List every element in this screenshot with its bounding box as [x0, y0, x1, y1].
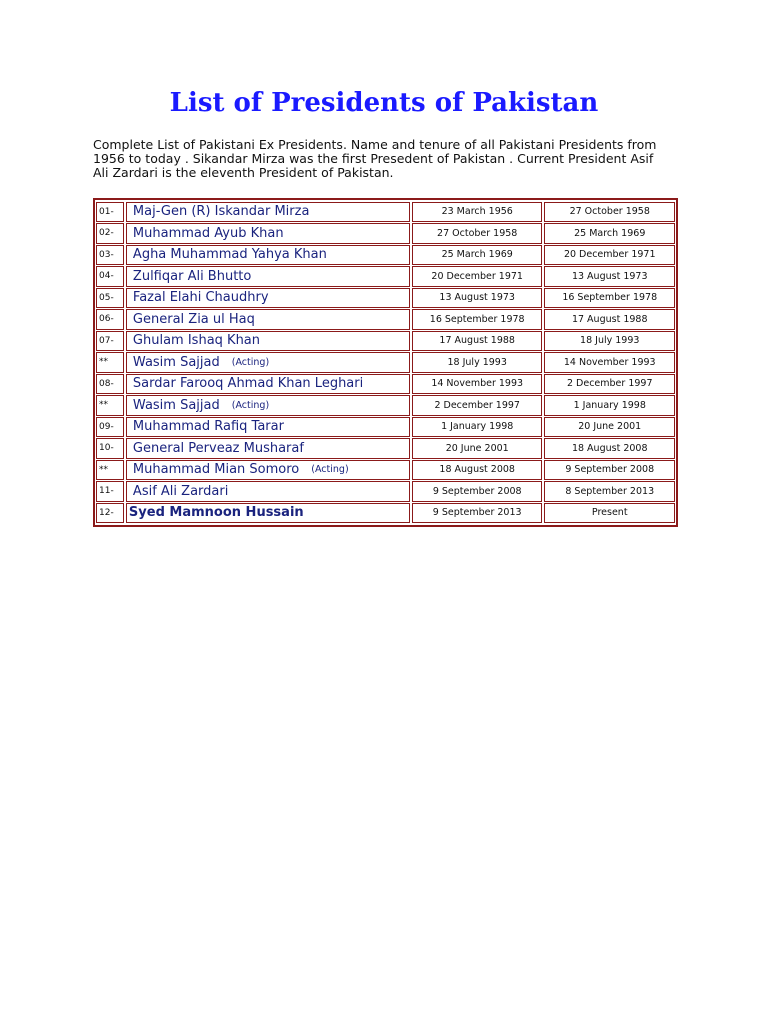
term-end-cell: 1 January 1998	[544, 395, 675, 416]
presidents-table	[93, 198, 678, 527]
president-name-cell	[126, 352, 410, 373]
serial-number-cell: 05-	[96, 288, 124, 309]
president-name: Agha Muhammad Yahya Khan	[132, 247, 327, 263]
serial-number-cell: 03-	[96, 245, 124, 266]
term-end-cell: Present	[544, 503, 675, 524]
table-row	[96, 330, 675, 352]
table-row	[96, 459, 675, 481]
table-row	[96, 502, 675, 524]
intro-paragraph: Complete List of Pakistani Ex Presidents. Name and tenure of all Pakistani Presidents from 1956 to today . Sikandar Mirza was the first Presedent of Pakistan . Current President Asif Ali Zardari is the eleventh President of Pakistan.	[93, 137, 657, 180]
term-start-cell: 18 August 2008	[412, 460, 543, 481]
serial-number-cell: 10-	[96, 438, 124, 459]
president-name: Muhammad Mian Somoro	[132, 462, 300, 478]
term-end-cell: 17 August 1988	[544, 309, 675, 330]
acting-label: (Acting)	[231, 399, 270, 411]
serial-number-cell: 09-	[96, 417, 124, 438]
table-row	[96, 244, 675, 266]
acting-label: (Acting)	[231, 356, 270, 368]
president-name-cell	[126, 503, 410, 524]
president-name-cell	[126, 395, 410, 416]
president-name: Zulfiqar Ali Bhutto	[132, 268, 252, 284]
serial-number-cell: **	[96, 460, 124, 481]
term-end-cell: 8 September 2013	[544, 481, 675, 502]
table-row	[96, 223, 675, 245]
term-end-cell: 20 June 2001	[544, 417, 675, 438]
term-end-cell: 20 December 1971	[544, 245, 675, 266]
term-start-cell: 1 January 1998	[412, 417, 543, 438]
president-name: Wasim Sajjad	[132, 397, 220, 413]
serial-number-cell: 12-	[96, 503, 124, 524]
president-name-cell	[126, 202, 410, 223]
term-end-cell: 2 December 1997	[544, 374, 675, 395]
serial-number-cell: **	[96, 395, 124, 416]
term-start-cell: 13 August 1973	[412, 288, 543, 309]
term-start-cell: 23 March 1956	[412, 202, 543, 223]
term-end-cell: 18 August 2008	[544, 438, 675, 459]
table-row	[96, 309, 675, 331]
term-start-cell: 9 September 2013	[412, 503, 543, 524]
table-row	[96, 287, 675, 309]
president-name-cell	[126, 223, 410, 244]
serial-number-cell: **	[96, 352, 124, 373]
serial-number-cell: 02-	[96, 223, 124, 244]
table-row	[96, 416, 675, 438]
serial-number-cell: 11-	[96, 481, 124, 502]
president-name-cell	[126, 266, 410, 287]
table-row	[96, 352, 675, 374]
president-name: Syed Mamnoon Hussain	[128, 505, 304, 521]
president-name-cell	[126, 438, 410, 459]
table-row	[96, 266, 675, 288]
president-name-cell	[126, 460, 410, 481]
president-name: Maj-Gen (R) Iskandar Mirza	[132, 204, 310, 220]
president-name-cell	[126, 309, 410, 330]
president-name: Muhammad Rafiq Tarar	[132, 419, 284, 435]
term-start-cell: 9 September 2008	[412, 481, 543, 502]
term-start-cell: 27 October 1958	[412, 223, 543, 244]
president-name-cell	[126, 331, 410, 352]
term-start-cell: 17 August 1988	[412, 331, 543, 352]
serial-number-cell: 08-	[96, 374, 124, 395]
term-end-cell: 18 July 1993	[544, 331, 675, 352]
president-name-cell	[126, 481, 410, 502]
president-name: General Perveaz Musharaf	[132, 440, 304, 456]
president-name: Fazal Elahi Chaudhry	[132, 290, 269, 306]
term-end-cell: 13 August 1973	[544, 266, 675, 287]
term-end-cell: 25 March 1969	[544, 223, 675, 244]
term-start-cell: 20 December 1971	[412, 266, 543, 287]
serial-number-cell: 04-	[96, 266, 124, 287]
president-name-cell	[126, 417, 410, 438]
president-name-cell	[126, 288, 410, 309]
table-row	[96, 395, 675, 417]
term-start-cell: 16 September 1978	[412, 309, 543, 330]
president-name: Ghulam Ishaq Khan	[132, 333, 261, 349]
table-row	[96, 438, 675, 460]
serial-number-cell: 06-	[96, 309, 124, 330]
term-end-cell: 14 November 1993	[544, 352, 675, 373]
serial-number-cell: 07-	[96, 331, 124, 352]
president-name-cell	[126, 245, 410, 266]
term-start-cell: 2 December 1997	[412, 395, 543, 416]
table-row	[96, 201, 675, 223]
table-row	[96, 481, 675, 503]
president-name: Sardar Farooq Ahmad Khan Leghari	[132, 376, 364, 392]
term-end-cell: 9 September 2008	[544, 460, 675, 481]
term-end-cell: 16 September 1978	[544, 288, 675, 309]
term-start-cell: 18 July 1993	[412, 352, 543, 373]
president-name: Muhammad Ayub Khan	[132, 225, 284, 241]
serial-number-cell: 01-	[96, 202, 124, 223]
term-start-cell: 25 March 1969	[412, 245, 543, 266]
page-title: List of Presidents of Pakistan	[169, 88, 599, 118]
term-start-cell: 20 June 2001	[412, 438, 543, 459]
president-name-cell	[126, 374, 410, 395]
table-row	[96, 373, 675, 395]
acting-label: (Acting)	[311, 464, 349, 476]
president-name: Wasim Sajjad	[132, 354, 220, 370]
term-end-cell: 27 October 1958	[544, 202, 675, 223]
term-start-cell: 14 November 1993	[412, 374, 543, 395]
president-name: Asif Ali Zardari	[132, 483, 229, 499]
president-name: General Zia ul Haq	[132, 311, 255, 327]
